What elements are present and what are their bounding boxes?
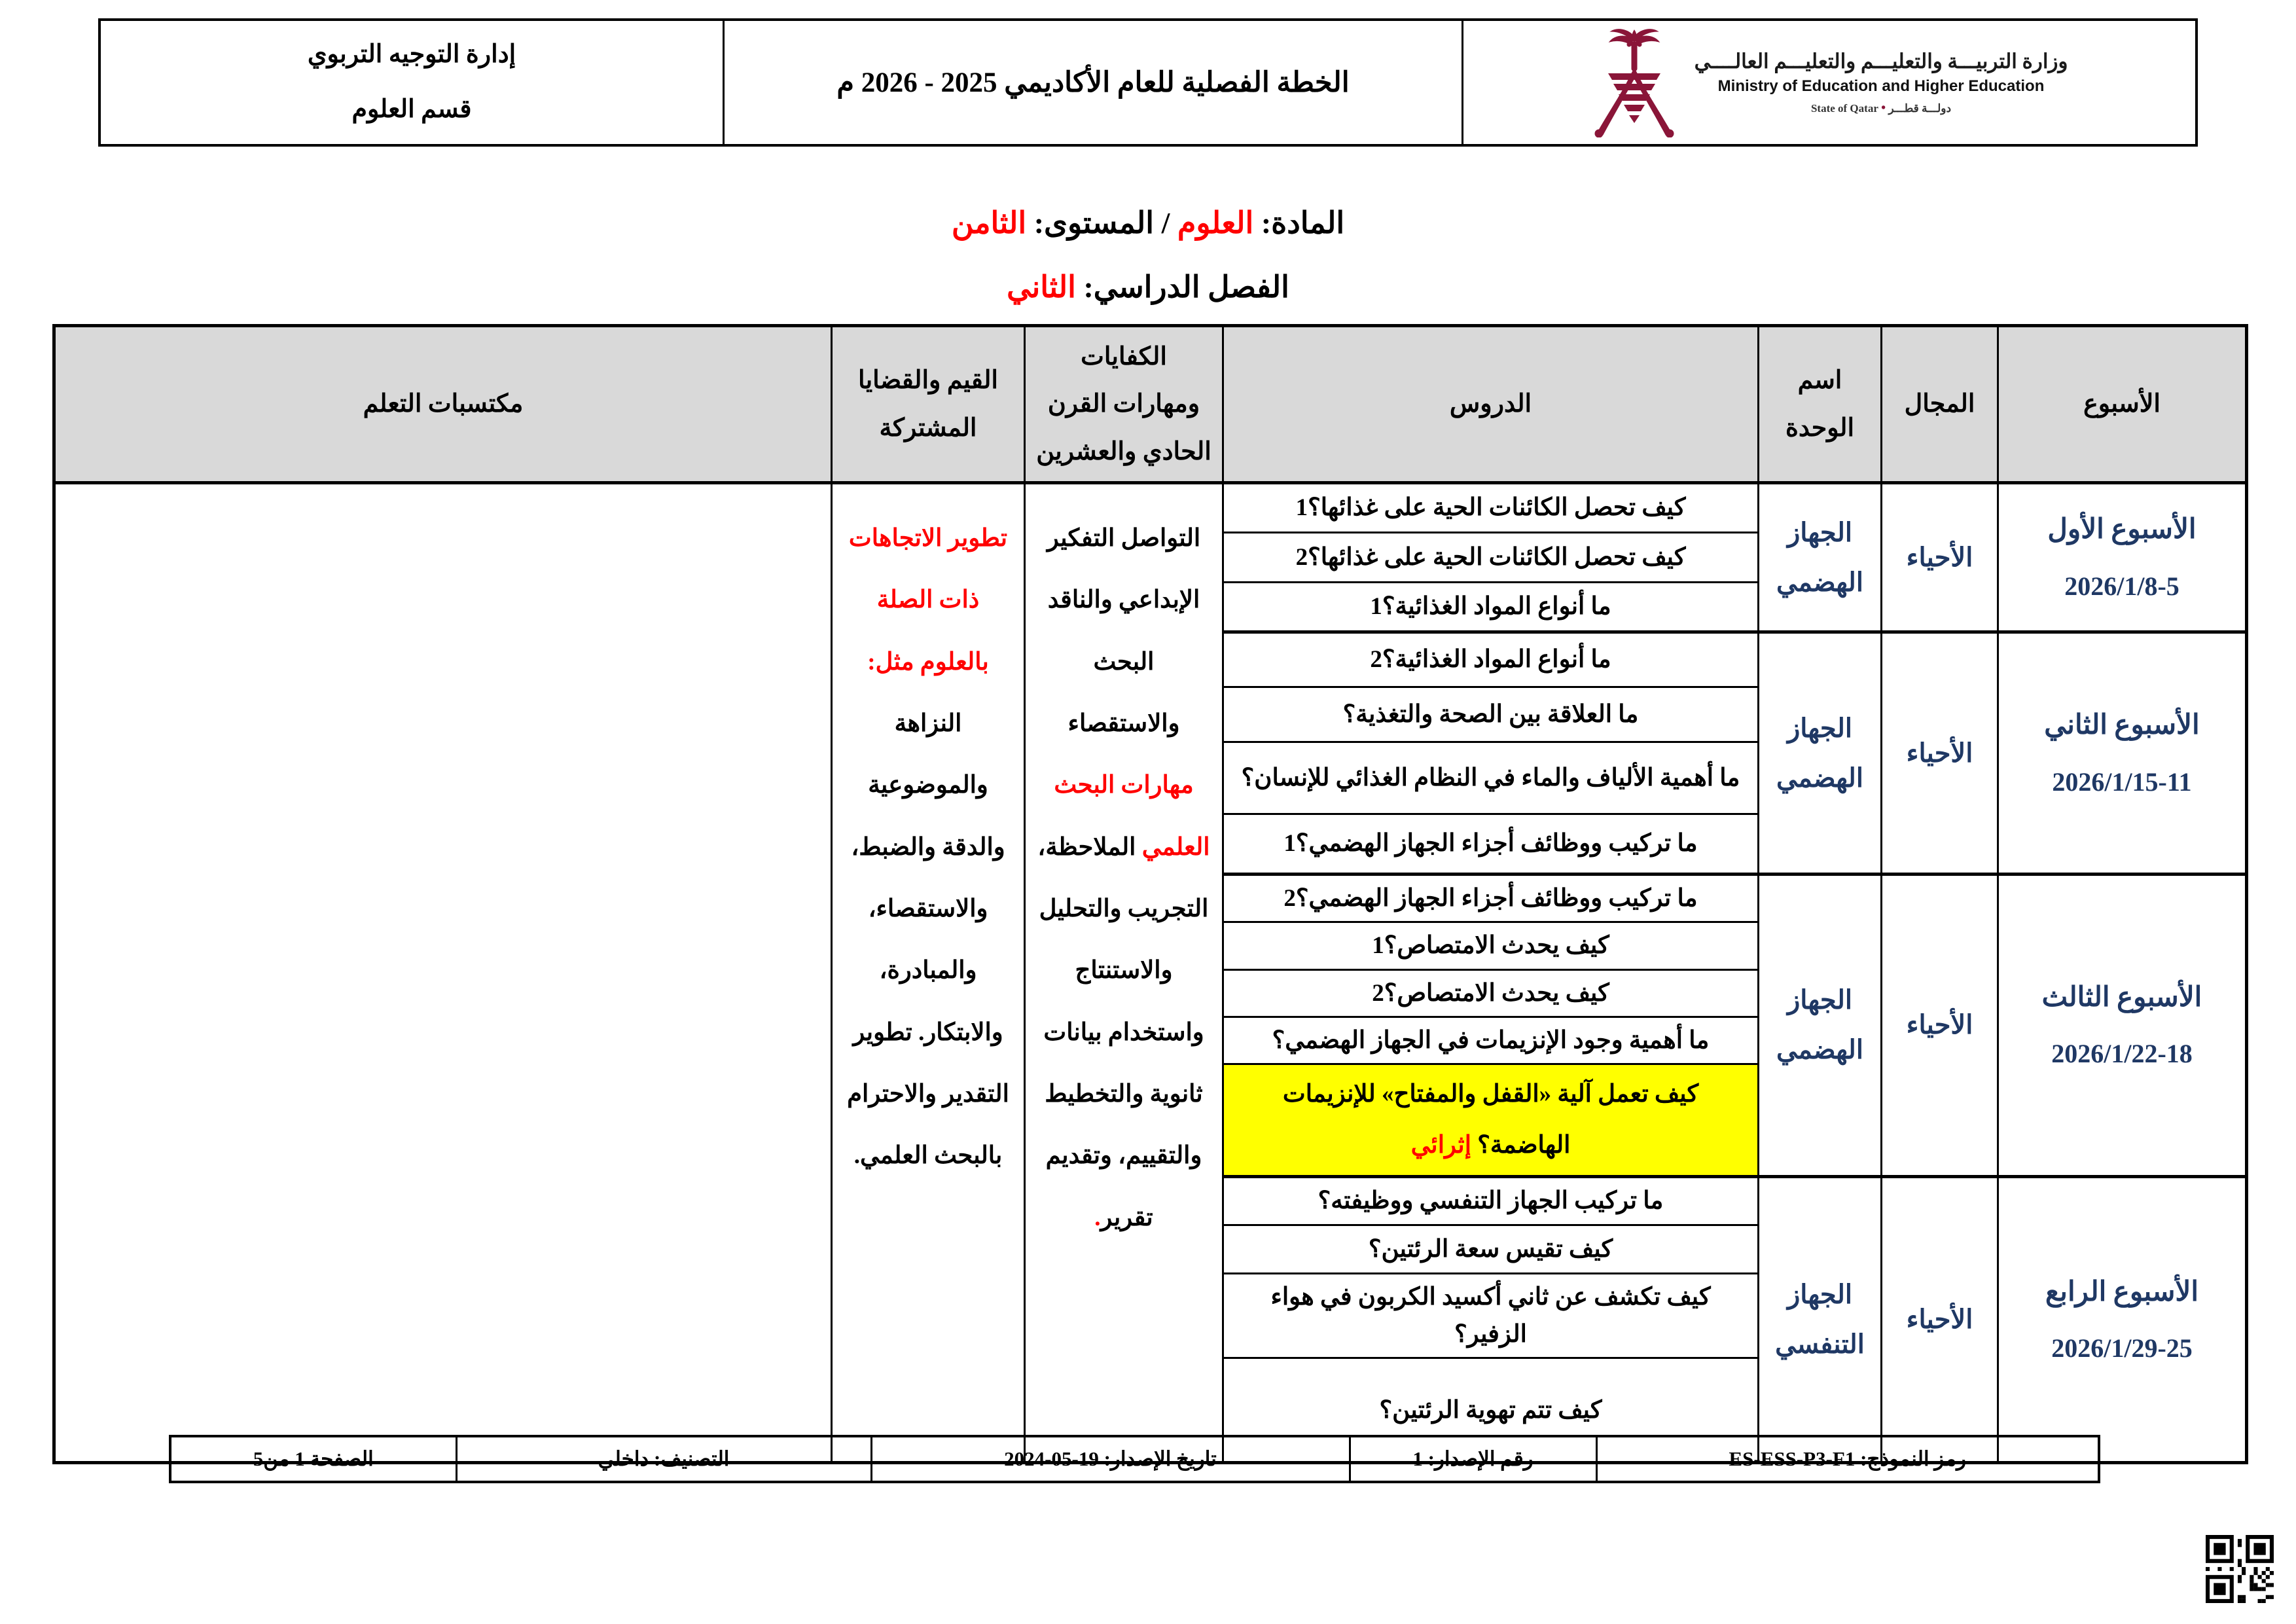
unit-name-cell: الجهاز التنفسي <box>1759 1176 1882 1463</box>
domain-cell: الأحياء <box>1882 483 1998 632</box>
department-line1: إدارة التوجيه التربوي <box>307 41 516 69</box>
lesson-cell <box>1223 875 1759 922</box>
lesson-cell <box>1223 1017 1759 1064</box>
plan-title: الخطة الفصلية للعام الأكاديمي 2025 - 2026 م <box>836 67 1350 98</box>
lesson-cell <box>1223 1176 1759 1225</box>
department-line2: قسم العلوم <box>351 96 472 123</box>
week-name: الأسبوع الثاني <box>2044 710 2200 741</box>
lesson-cell <box>1223 742 1759 814</box>
lesson-text: ما تركيب ووظائف أجزاء الجهاز الهضمي؟2 <box>1283 885 1698 912</box>
footer-table <box>169 1435 2100 1483</box>
lesson-text: ما أهمية الألياف والماء في النظام الغذائي للإنسان؟ <box>1241 764 1740 791</box>
qr-code <box>2206 1535 2274 1603</box>
domain-cell: الأحياء <box>1882 1176 1998 1463</box>
lesson-cell-highlighted <box>1223 1064 1759 1176</box>
lesson-text: كيف تتم تهوية الرئتين؟ <box>1379 1396 1602 1424</box>
footer-cell: تاريخ الإصدار: 19-05-2024 <box>871 1436 1350 1482</box>
unit-name-cell: الجهاز الهضمي <box>1759 483 1882 632</box>
lesson-text: ما أهمية وجود الإنزيمات في الجهاز الهضمي؟ <box>1272 1027 1710 1055</box>
lesson-text: ما تركيب ووظائف أجزاء الجهاز الهضمي؟1 <box>1283 830 1698 857</box>
footer-cell: رمز النموذج: ES-ESS-P3-F1 <box>1596 1436 2099 1482</box>
lesson-cell <box>1223 814 1759 875</box>
state-of-qatar-line <box>1811 101 1951 116</box>
department-cell <box>101 21 725 144</box>
values-issues-cell <box>832 483 1025 1463</box>
subject-value: العلوم <box>1177 206 1254 240</box>
week-cell <box>1998 483 2247 632</box>
plan-title-cell <box>725 21 1463 144</box>
lesson-text: كيف تحصل الكائنات الحية على غذائها؟2 <box>1295 543 1686 571</box>
unit-name-cell: الجهاز الهضمي <box>1759 875 1882 1177</box>
page-header <box>98 18 2198 147</box>
unit-name-cell: الجهاز الهضمي <box>1759 632 1882 875</box>
values-text: تطوير التقدير والاحترام بالبحث العلمي. <box>847 1019 1009 1170</box>
plan-table <box>52 324 2248 1464</box>
lesson-text: ما أنواع المواد الغذائية؟2 <box>1370 646 1611 674</box>
lesson-text: كيف تقيس سعة الرئتين؟ <box>1368 1235 1613 1263</box>
semester-label: الفصل الدراسي: <box>1075 270 1289 304</box>
lesson-text: ما أنواع المواد الغذائية؟1 <box>1370 593 1611 621</box>
level-label: / المستوى: <box>1026 206 1177 240</box>
maroon-dot-icon: • <box>1881 100 1886 115</box>
lesson-cell <box>1223 483 1759 533</box>
values-text: تطوير الاتجاهات ذات الصلة بالعلوم مثل: <box>848 525 1008 676</box>
enrichment-tag: إثرائي <box>1410 1132 1471 1159</box>
ministry-logo-text <box>1695 50 2068 116</box>
header-outcomes: مكتسبات التعلم <box>54 326 832 483</box>
level-value: الثامن <box>951 206 1027 240</box>
lesson-text: كيف تكشف عن ثاني أكسيد الكربون في هواء الزفير؟ <box>1270 1283 1711 1348</box>
lesson-cell <box>1223 687 1759 742</box>
header-lessons: الدروس <box>1223 326 1759 483</box>
lesson-cell <box>1223 632 1759 687</box>
learning-outcomes-cell <box>54 483 832 1463</box>
week-dates: 2026/1/8-5 <box>2064 571 2179 601</box>
week-dates: 2026/1/15-11 <box>2052 767 2192 797</box>
semester-value: الثاني <box>1007 270 1076 304</box>
subject-label: المادة: <box>1253 206 1345 240</box>
state-arabic: دولـــة قطـــر <box>1888 101 1952 115</box>
header-domain: المجال <box>1882 326 1998 483</box>
footer-cell: الصفحة 1 من5 <box>170 1436 456 1482</box>
doc-title-block <box>0 191 2296 319</box>
footer-cell: التصنيف: داخلي <box>456 1436 871 1482</box>
competencies-text: الملاحظة، التجريب والتحليل والاستنتاج واستخدام بيانات ثانوية والتخطيط والتقييم، وتقديم تقرير <box>1037 833 1209 1231</box>
week-cell <box>1998 875 2247 1177</box>
semester-line <box>0 255 2296 319</box>
ministry-name-english: Ministry of Education and Higher Education <box>1717 77 2045 95</box>
week-cell <box>1998 1176 2247 1463</box>
lesson-text: كيف يحدث الامتصاص؟1 <box>1372 932 1609 960</box>
footer-cell: رقم الإصدار: 1 <box>1350 1436 1596 1482</box>
table-header-row <box>54 326 2247 483</box>
lesson-text: ما تركيب الجهاز التنفسي ووظيفته؟ <box>1318 1187 1664 1215</box>
competencies-text: التواصل التفكير الإبداعي والناقد البحث والاستقصاء <box>1047 525 1201 738</box>
week-dates: 2026/1/29-25 <box>2051 1333 2193 1363</box>
header-competencies: الكفايات ومهارات القرن الحادي والعشرين <box>1025 326 1223 483</box>
header-values: القيم والقضايا المشتركة <box>832 326 1025 483</box>
subject-level-line <box>0 191 2296 255</box>
header-unit: اسم الوحدة <box>1759 326 1882 483</box>
domain-cell: الأحياء <box>1882 632 1998 875</box>
header-week: الأسبوع <box>1998 326 2247 483</box>
footer-row <box>170 1436 2099 1482</box>
qatar-moe-emblem-icon <box>1591 27 1677 137</box>
week-name: الأسبوع الثالث <box>2041 983 2202 1013</box>
competencies-text: مهارات البحث العلمي <box>1054 772 1210 861</box>
week-name: الأسبوع الرابع <box>2045 1277 2199 1307</box>
lesson-cell <box>1223 969 1759 1017</box>
domain-cell: الأحياء <box>1882 875 1998 1177</box>
lesson-text: كيف تعمل آلية «القفل والمفتاح» للإنزيمات الهاضمة؟ <box>1282 1081 1699 1159</box>
lesson-text: ما العلاقة بين الصحة والتغذية؟ <box>1342 700 1639 728</box>
lesson-row <box>54 483 2247 533</box>
ministry-logo-cell <box>1463 21 2195 144</box>
competencies-cell <box>1025 483 1223 1463</box>
week-cell <box>1998 632 2247 875</box>
values-text: النزاهة والموضوعية والدقة والضبط، والاستقصاء، والمبادرة، والابتكار. <box>851 710 1005 1046</box>
lesson-cell <box>1223 533 1759 583</box>
lesson-cell <box>1223 922 1759 969</box>
competencies-text: . <box>1094 1204 1101 1231</box>
week-name: الأسبوع الأول <box>2047 514 2197 545</box>
lesson-text: كيف تحصل الكائنات الحية على غذائها؟1 <box>1295 494 1686 522</box>
lesson-cell <box>1223 1273 1759 1358</box>
lesson-cell <box>1223 583 1759 632</box>
lesson-text: كيف يحدث الامتصاص؟2 <box>1372 979 1609 1007</box>
week-dates: 2026/1/22-18 <box>2051 1039 2193 1069</box>
lesson-cell <box>1223 1225 1759 1273</box>
state-english: State of Qatar <box>1810 101 1878 115</box>
ministry-name-arabic: وزارة التربيـــة والتعليـــم والتعليـــم العالــــي <box>1694 49 2068 73</box>
